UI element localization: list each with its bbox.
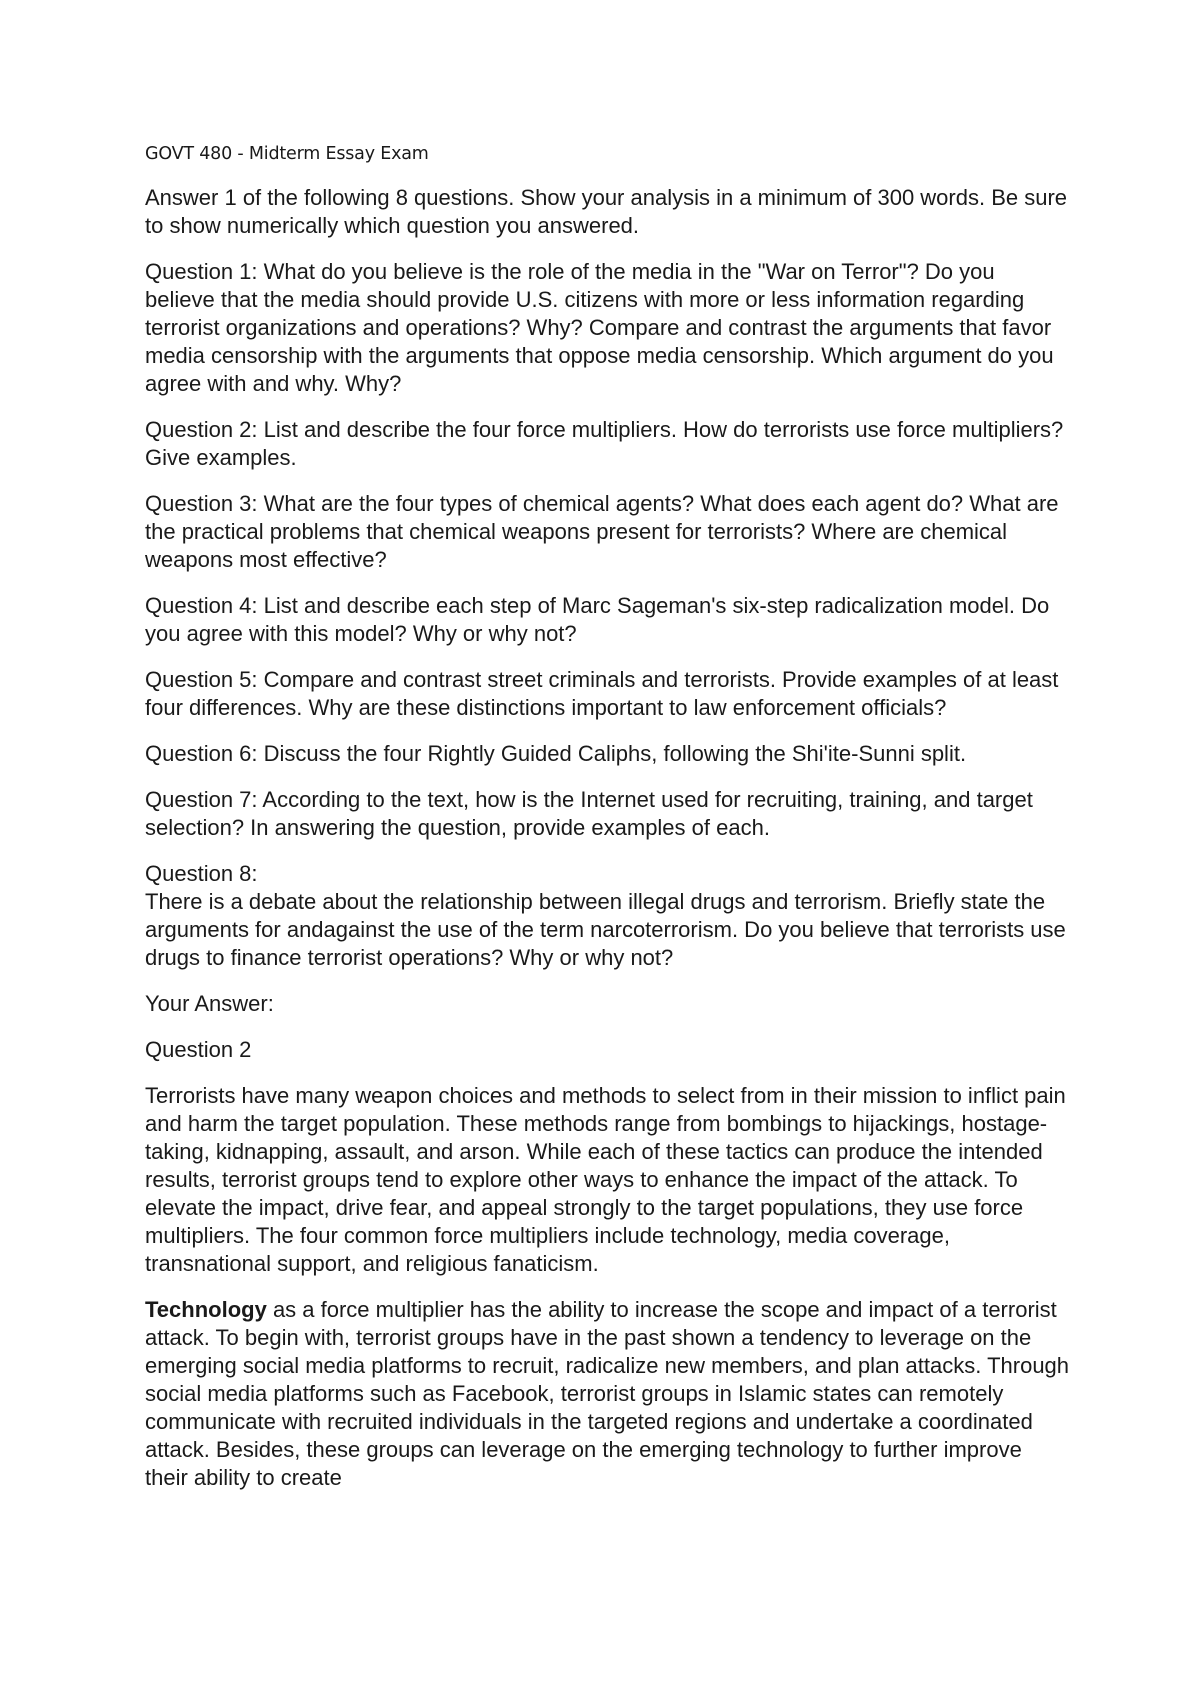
document-page (145, 144, 1070, 1510)
question-1: Question 1: What do you believe is the role of the media in the "War on Terror"? Do you believe that the media should provide U.S. citizens with more or less information regarding terrorist organizations and operations? Why? Compare and contrast the arguments that favor media censorship with the arguments that oppose media censorship. Which argument do you agree with and why. Why? (145, 259, 1054, 396)
answer-question-number: Question 2 (145, 1037, 252, 1062)
question-3: Question 3: What are the four types of chemical agents? What does each agent do? What are the practical problems that chemical weapons present for terrorists? Where are chemical weapons most effective? (145, 491, 1059, 572)
document-title: GOVT 480 - Midterm Essay Exam (145, 144, 429, 164)
technology-term: Technology (145, 1297, 267, 1322)
question-6: Question 6: Discuss the four Rightly Guided Caliphs, following the Shi'ite-Sunni split. (145, 741, 967, 766)
question-7: Question 7: According to the text, how is the Internet used for recruiting, training, and target selection? In answering the question, provide examples of each. (145, 787, 1033, 840)
instructions-paragraph: Answer 1 of the following 8 questions. Show your analysis in a minimum of 300 words. Be sure to show numerically which question you answered. (145, 185, 1068, 238)
technology-paragraph (145, 1296, 1070, 1492)
question-8 (145, 860, 1070, 972)
answer-label: Your Answer: (145, 991, 274, 1016)
question-8-body: There is a debate about the relationship between illegal drugs and terrorism. Briefly state the arguments for andagainst the use of the term narcoterrorism. Do you believe that terrorists use drugs to finance terrorist operations? Why or why not? (145, 889, 1066, 970)
technology-text: as a force multiplier has the ability to increase the scope and impact of a terrorist attack. To begin with, terrorist groups have in the past shown a tendency to leverage on the emerging social media platforms to recruit, radicalize new members, and plan attacks. Through social media platforms such as Facebook, terrorist groups in Islamic states can remotely communicate with recruited individuals in the targeted regions and undertake a coordinated attack. Besides, these groups can leverage on the emerging technology to further improve their ability to create (145, 1297, 1070, 1490)
question-2: Question 2: List and describe the four force multipliers. How do terrorists use force multipliers? Give examples. (145, 417, 1064, 470)
question-4: Question 4: List and describe each step of Marc Sageman's six-step radicalization model. Do you agree with this model? Why or why not? (145, 593, 1050, 646)
answer-intro-paragraph: Terrorists have many weapon choices and methods to select from in their mission to inflict pain and harm the target population. These methods range from bombings to hijackings, hostage-taking, kidnapping, assault, and arson. While each of these tactics can produce the intended results, terrorist groups tend to explore other ways to enhance the impact of the attack. To elevate the impact, drive fear, and appeal strongly to the target populations, they use force multipliers. The four common force multipliers include technology, media coverage, transnational support, and religious fanaticism. (145, 1083, 1066, 1276)
question-5: Question 5: Compare and contrast street criminals and terrorists. Provide examples of at least four differences. Why are these distinctions important to law enforcement officials? (145, 667, 1059, 720)
question-8-heading: Question 8: (145, 861, 258, 886)
